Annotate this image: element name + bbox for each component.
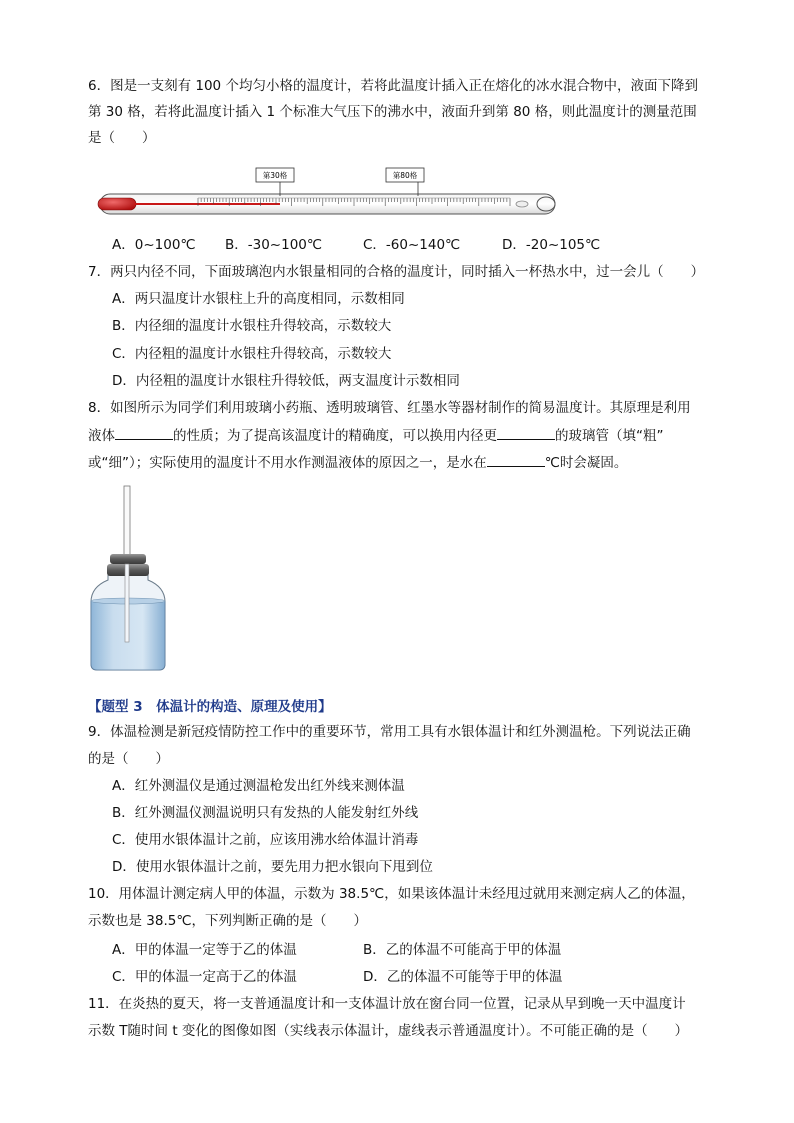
q9-option-a: A．红外测温仪是通过测温枪发出红外线来测体温: [112, 778, 405, 794]
q8-line3-part2: ℃时会凝固。: [544, 455, 628, 471]
blank-2[interactable]: [497, 425, 555, 440]
blank-3[interactable]: [487, 452, 545, 467]
q10-option-a: A．甲的体温一定等于乙的体温: [112, 942, 297, 958]
q8-line2-part3: 的玻璃管（填“粗”: [555, 428, 664, 444]
q10-option-c: C．甲的体温一定高于乙的体温: [112, 969, 297, 985]
blank-1[interactable]: [115, 425, 173, 440]
q10-option-b: B．乙的体温不可能高于甲的体温: [363, 942, 562, 958]
q10-line1: 10．用体温计测定病人甲的体温，示数为 38.5℃，如果该体温计未经甩过就用来测定病人乙的体温，: [88, 886, 695, 902]
q10-option-d: D．乙的体温不可能等于甲的体温: [363, 969, 563, 985]
q7-stem: 7．两只内径不同，下面玻璃泡内水银量相同的合格的温度计，同时插入一杯热水中，过一会儿（ ）: [88, 264, 705, 280]
q6-option-c: C．-60~140℃: [363, 237, 461, 253]
q6-option-d: D．-20~105℃: [502, 237, 601, 253]
q8-line1: 8．如图所示为同学们利用玻璃小药瓶、透明玻璃管、红墨水等器材制作的简易温度计。其原理是利用: [88, 400, 691, 416]
q6-option-b: B．-30~100℃: [225, 237, 323, 253]
label-80: 第80格: [392, 171, 418, 180]
q6-line1: 6．图是一支刻有 100 个均匀小格的温度计，若将此温度计插入正在熔化的冰水混合物中，液面下降到: [88, 78, 698, 94]
q7-option-c: C．内径粗的温度计水银柱升得较高，示数较大: [112, 346, 392, 362]
q6-line3: 是（ ）: [88, 130, 156, 146]
q6-option-a: A．0~100℃: [112, 237, 196, 253]
q11-line2: 示数 T随时间 t 变化的图像如图（实线表示体温计，虚线表示普通温度计）。不可能正确的是（ ）: [88, 1023, 689, 1039]
label-80-box: [386, 168, 424, 196]
q9-option-c: C．使用水银体温计之前，应该用沸水给体温计消毒: [112, 832, 419, 848]
q7-option-b: B．内径细的温度计水银柱升得较高，示数较大: [112, 318, 392, 334]
q10-line2: 示数也是 38.5℃，下列判断正确的是（ ）: [88, 913, 368, 929]
thermometer-figure: [90, 160, 565, 222]
q9-option-b: B．红外测温仪测温说明只有发热的人能发射红外线: [112, 805, 419, 821]
label-30-box: [256, 168, 294, 196]
section-heading-3: 【题型 3 体温计的构造、原理及使用】: [88, 699, 332, 715]
bottle-thermometer-figure: [88, 484, 168, 674]
q9-line2: 的是（ ）: [88, 751, 169, 767]
q6-line2: 第 30 格，若将此温度计插入 1 个标准大气压下的沸水中，液面升到第 80 格，则此温度计的测量范围: [88, 104, 697, 120]
q9-line1: 9．体温检测是新冠疫情防控工作中的重要环节，常用工具有水银体温计和红外测温枪。下列说法正确: [88, 724, 691, 740]
q9-option-d: D．使用水银体温计之前，要先用力把水银向下甩到位: [112, 859, 433, 875]
q8-line3: [88, 452, 627, 472]
q11-line1: 11．在炎热的夏天，将一支普通温度计和一支体温计放在窗台同一位置，记录从早到晚一天中温度计: [88, 996, 686, 1012]
q8-line2-part2: 的性质；为了提高该温度计的精确度，可以换用内径更: [173, 428, 497, 444]
q8-line2: [88, 425, 664, 445]
label-30: 第30格: [262, 171, 288, 180]
q8-line3-part1: 或“细”）；实际使用的温度计不用水作测温液体的原因之一，是水在: [88, 455, 487, 471]
q7-option-a: A．两只温度计水银柱上升的高度相同，示数相同: [112, 291, 405, 307]
q8-line2-part1: 液体: [88, 428, 115, 444]
q7-option-d: D．内径粗的温度计水银柱升得较低，两支温度计示数相同: [112, 373, 460, 389]
